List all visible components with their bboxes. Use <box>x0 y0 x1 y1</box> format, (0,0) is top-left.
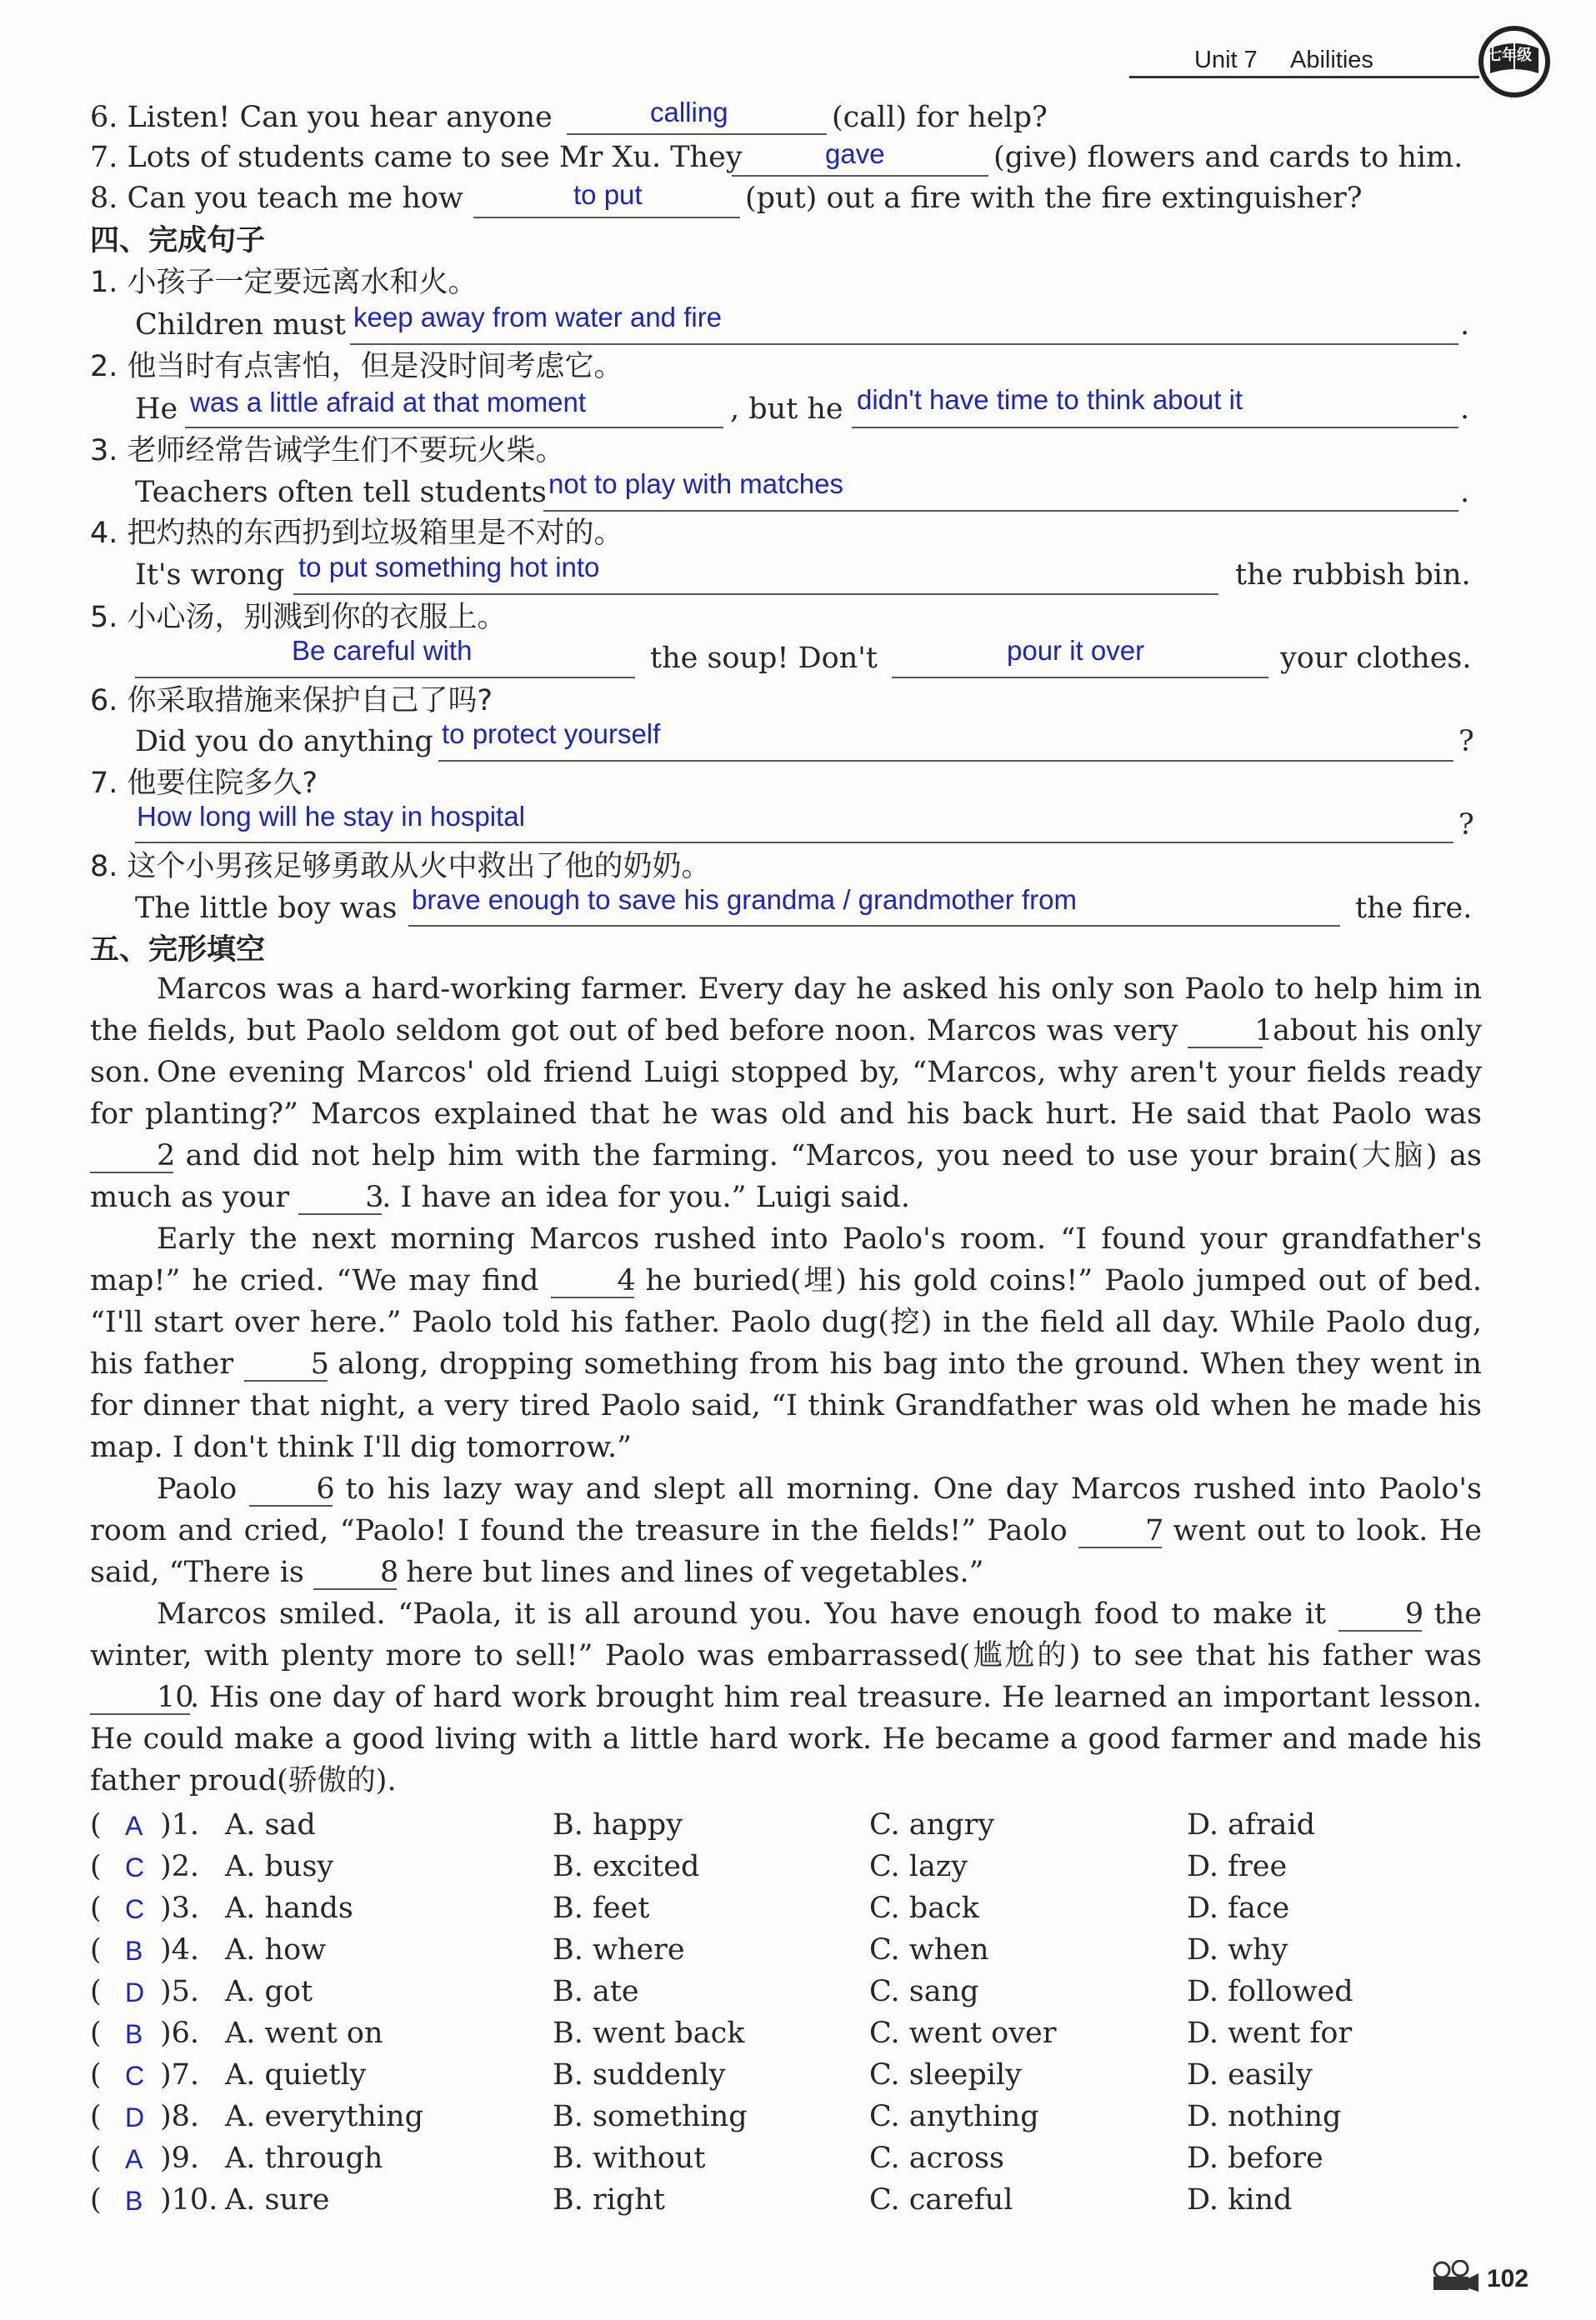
section-4-title: 四、完成句子 <box>90 224 266 258</box>
question-number: )8. <box>160 2100 200 2133</box>
chosen-answer: B <box>125 2186 143 2216</box>
en-end: ? <box>1458 808 1474 842</box>
en-mid: , but he <box>730 392 843 426</box>
option-c: C. angry <box>869 1808 995 1842</box>
option-d: D. afraid <box>1187 1808 1316 1842</box>
blank-10: 10 <box>90 1682 190 1715</box>
blank-4: 4 <box>551 1265 634 1298</box>
blank-7: 7 <box>1078 1515 1162 1548</box>
option-d: D. followed <box>1187 1975 1353 2008</box>
cn-sentence: 6. 你采取措施来保护自己了吗? <box>90 684 493 718</box>
en-prompt: It's wrong <box>135 558 285 592</box>
option-d: D. easily <box>1187 2058 1313 2092</box>
unit-label: Unit 7 <box>1194 47 1258 73</box>
option-b: B. where <box>553 1933 685 1967</box>
passage-paragraph-4 <box>90 1468 1482 1593</box>
answer-text: to protect yourself <box>442 718 661 749</box>
option-d: D. went for <box>1187 2017 1353 2050</box>
passage-text: Marcos smiled. “Paola, it is all around you. You have enough food to make it <box>157 1598 1327 1631</box>
passage-text: and did not help him with the farming. “Marcos, you need to use your brain(大脑) as much as your <box>90 1139 1482 1214</box>
paren-open: ( <box>90 2100 102 2133</box>
question-number: )7. <box>160 2058 200 2092</box>
question-number: )5. <box>160 1975 200 2008</box>
camera-icon <box>1430 2260 1480 2299</box>
option-a: A. hands <box>225 1892 353 1925</box>
paren-open: ( <box>90 1850 102 1883</box>
paren-open: ( <box>90 2058 102 2092</box>
item-number: 8. <box>90 182 118 215</box>
option-d: D. nothing <box>1187 2100 1342 2133</box>
option-b: B. feet <box>553 1892 650 1925</box>
option-d: D. face <box>1187 1892 1290 1925</box>
question-number: )6. <box>160 2017 200 2050</box>
option-a: A. quietly <box>225 2058 367 2092</box>
answer-text: didn't have time to think about it <box>857 384 1243 415</box>
passage-paragraph-2 <box>90 1052 1482 1218</box>
answer-line <box>350 343 1458 345</box>
option-b: B. excited <box>553 1850 700 1883</box>
option-a: A. through <box>225 2142 383 2175</box>
page-number: 102 <box>1487 2265 1529 2292</box>
en-end: your clothes. <box>1280 642 1472 675</box>
passage-text: he buried(埋) his gold coins!” Paolo jumped out of bed. “I'll start over here.” Paolo told his father. Paolo dug(挖) in the field all day. While Paolo dug, his father <box>90 1264 1482 1381</box>
option-b: B. happy <box>553 1808 683 1842</box>
answer-line <box>892 677 1268 678</box>
paren-open: ( <box>90 2017 102 2050</box>
answer-text: to put something hot into <box>298 552 600 582</box>
en-mid: the soup! Don't <box>650 642 878 675</box>
passage-text: . I have an idea for you.” Luigi said. <box>382 1181 910 1214</box>
en-end: the rubbish bin. <box>1235 558 1471 592</box>
passage-text: here but lines and lines of vegetables.” <box>406 1556 984 1589</box>
question-number: )3. <box>160 1892 200 1925</box>
passage-text: went out to look. He said, “There is <box>90 1514 1482 1589</box>
cn-sentence: 5. 小心汤，别溅到你的衣服上。 <box>90 601 507 634</box>
answer-text: Be careful with <box>292 635 473 666</box>
option-c: C. lazy <box>869 1850 968 1883</box>
answer-text: keep away from water and fire <box>353 302 723 332</box>
answer-text: calling <box>650 97 728 128</box>
paren-open: ( <box>90 2183 102 2217</box>
chosen-answer: C <box>125 1852 145 1882</box>
chosen-answer: C <box>125 1894 145 1924</box>
passage-text: Early the next morning Marcos rushed into Paolo's room. “I found your grandfather's map!” he cried. “We may find <box>90 1222 1482 1298</box>
cn-sentence: 8. 这个小男孩足够勇敢从火中救出了他的奶奶。 <box>90 850 711 883</box>
en-prompt: Children must <box>135 308 346 342</box>
option-d: D. kind <box>1187 2183 1293 2217</box>
option-b: B. right <box>553 2183 665 2217</box>
chosen-answer: A <box>125 2144 143 2174</box>
question-number: )9. <box>160 2142 200 2175</box>
item-text: (call) for help? <box>832 101 1048 134</box>
option-c: C. across <box>869 2142 1004 2175</box>
passage-paragraph-5 <box>90 1593 1482 1802</box>
option-a: A. got <box>225 1975 313 2008</box>
en-prompt: The little boy was <box>135 892 398 925</box>
option-b: B. something <box>553 2100 748 2133</box>
answer-line <box>438 760 1453 762</box>
answer-text: not to play with matches <box>548 468 844 499</box>
passage-text: the winter, with plenty more to sell!” Paolo was embarrassed(尴尬的) to see that his father was <box>90 1598 1482 1672</box>
fill-item <box>90 143 743 172</box>
option-c: C. sleepily <box>869 2058 1022 2092</box>
option-c: C. when <box>869 1933 989 1967</box>
paren-open: ( <box>90 1892 102 1925</box>
paren-open: ( <box>90 1933 102 1967</box>
answer-text: was a little afraid at that moment <box>190 387 587 418</box>
blank-6: 6 <box>249 1473 333 1507</box>
en-prompt: He <box>135 392 178 426</box>
item-text: Lots of students came to see Mr Xu. They <box>127 141 743 174</box>
blank-9: 9 <box>1338 1598 1422 1632</box>
paren-open: ( <box>90 2142 102 2175</box>
option-d: D. free <box>1187 1850 1288 1883</box>
header-rule <box>1129 76 1479 78</box>
en-prompt: Did you do anything <box>135 725 433 758</box>
blank-3: 3 <box>298 1182 382 1215</box>
option-c: C. sang <box>869 1975 979 2008</box>
item-text: Can you teach me how <box>127 182 463 215</box>
en-end: the fire. <box>1355 892 1473 925</box>
en-end: . <box>1460 392 1470 426</box>
en-end: . <box>1460 308 1470 342</box>
chosen-answer: D <box>125 2102 145 2132</box>
chosen-answer: D <box>125 1978 145 2008</box>
cn-sentence: 1. 小孩子一定要远离水和火。 <box>90 266 478 299</box>
section-5-title: 五、完形填空 <box>90 933 266 967</box>
answer-text: brave enough to save his grandma / grandmother from <box>412 884 1077 915</box>
option-a: A. sure <box>225 2183 330 2217</box>
answer-line <box>293 593 1218 595</box>
answer-text: to put <box>573 179 643 210</box>
answer-line <box>185 427 723 428</box>
item-text: Listen! Can you hear anyone <box>127 101 553 134</box>
passage-text: Paolo <box>157 1472 238 1506</box>
topic-label: Abilities <box>1290 47 1373 73</box>
en-end: . <box>1460 476 1470 509</box>
cn-sentence: 4. 把灼热的东西扔到垃圾箱里是不对的。 <box>90 517 623 550</box>
option-b: B. without <box>553 2142 706 2175</box>
paren-open: ( <box>90 1975 102 2008</box>
option-a: A. sad <box>225 1808 316 1842</box>
option-b: B. went back <box>553 2017 745 2050</box>
answer-line <box>567 133 827 135</box>
en-end: ? <box>1458 725 1474 758</box>
cn-sentence: 3. 老师经常告诫学生们不要玩火柴。 <box>90 434 565 468</box>
item-text: (put) out a fire with the fire extinguisher? <box>745 182 1363 215</box>
item-number: 6. <box>90 101 118 134</box>
chosen-answer: B <box>125 1936 143 1966</box>
answer-text: pour it over <box>1007 635 1145 666</box>
item-text: (give) flowers and cards to him. <box>993 141 1463 174</box>
option-a: A. everything <box>225 2100 423 2133</box>
passage-text: along, dropping something from his bag into the ground. When they went in for dinner that night, a very tired Paolo said, “I think Grandfather was old when he made his map. I don't think I'll dig tomorrow.” <box>90 1348 1482 1464</box>
paren-open: ( <box>90 1808 102 1842</box>
blank-1: 1 <box>1188 1015 1263 1048</box>
passage-text: to his lazy way and slept all morning. One day Marcos rushed into Paolo's room and cried, “Paolo! I found the treasure in the fields!” Paolo <box>90 1472 1482 1548</box>
blank-8: 8 <box>313 1557 397 1590</box>
option-c: C. anything <box>869 2100 1039 2133</box>
answer-line <box>473 217 740 218</box>
chosen-answer: A <box>125 1811 143 1841</box>
answer-line <box>135 842 1453 843</box>
grade-badge-text: 七年级 <box>1487 47 1532 64</box>
answer-line <box>852 427 1458 428</box>
answer-line <box>732 175 988 177</box>
answer-text: How long will he stay in hospital <box>137 801 525 832</box>
question-number: )2. <box>160 1850 200 1883</box>
answer-line <box>135 677 635 678</box>
option-b: B. ate <box>553 1975 639 2008</box>
grade-badge <box>1475 23 1554 98</box>
question-number: )4. <box>160 1933 200 1967</box>
question-number: )10. <box>160 2183 218 2217</box>
option-d: D. before <box>1187 2142 1323 2175</box>
option-a: A. busy <box>225 1850 334 1883</box>
chosen-answer: B <box>125 2019 143 2049</box>
passage-paragraph-3 <box>90 1218 1482 1468</box>
passage-text: . His one day of hard work brought him real treasure. He learned an important lesson. He could make a good living with a little hard work. He became a good farmer and made his father proud(骄傲的). <box>90 1681 1482 1798</box>
fill-item <box>90 184 463 213</box>
question-number: )1. <box>160 1808 200 1842</box>
option-c: C. careful <box>869 2183 1013 2217</box>
answer-text: gave <box>825 138 885 169</box>
chosen-answer: C <box>125 2061 145 2091</box>
option-c: C. back <box>869 1892 979 1925</box>
option-a: A. went on <box>225 2017 383 2050</box>
blank-5: 5 <box>244 1348 328 1382</box>
cn-sentence: 7. 他要住院多久? <box>90 767 318 800</box>
cn-sentence: 2. 他当时有点害怕，但是没时间考虑它。 <box>90 350 623 383</box>
option-d: D. why <box>1187 1933 1288 1967</box>
en-prompt: Teachers often tell students <box>135 476 547 509</box>
passage-text: One evening Marcos' old friend Luigi stopped by, “Marcos, why aren't your fields ready for planting?” Marcos explained that he was old and his back hurt. He said that Paolo was <box>90 1056 1482 1131</box>
passage-text: Marcos was a hard-working farmer. Every day he asked his only son Paolo to help him in the fields, but Paolo seldom got out of bed before noon. Marcos was very <box>90 972 1482 1048</box>
passage-text: about his only son. <box>90 1014 1482 1089</box>
answer-line <box>408 925 1340 927</box>
item-number: 7. <box>90 141 118 174</box>
option-b: B. suddenly <box>553 2058 726 2092</box>
option-a: A. how <box>225 1933 327 1967</box>
answer-line <box>543 510 1458 512</box>
option-c: C. went over <box>869 2017 1057 2050</box>
blank-2: 2 <box>90 1140 173 1173</box>
fill-item <box>90 103 553 132</box>
